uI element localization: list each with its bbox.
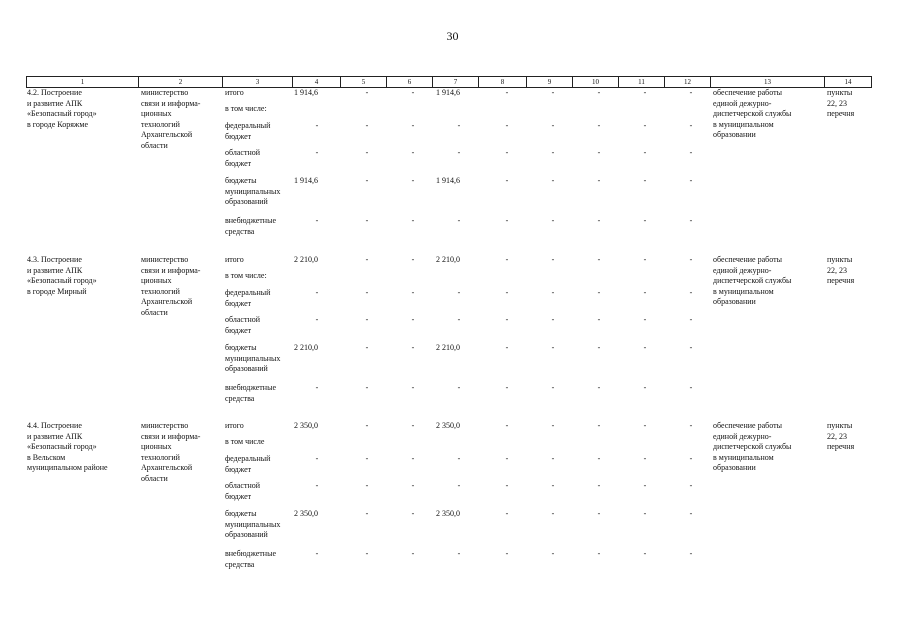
funding-source-label: федеральный бюджет <box>225 454 271 474</box>
measure-executor: министерство связи и информа- ционных технологий Архангельской области <box>141 88 201 150</box>
dash-col-11: - <box>643 549 647 558</box>
dash-col-11: - <box>643 315 647 324</box>
dash-col-12: - <box>689 88 693 97</box>
dash-col-9: - <box>551 176 555 185</box>
dash-col-6: - <box>411 421 415 430</box>
dash-col-7: - <box>457 315 461 324</box>
dash-col-8: - <box>505 88 509 97</box>
dash-col-8: - <box>505 454 509 463</box>
measure-name: 4.3. Построение и развитие АПК «Безопасный город» в городе Мирный <box>27 255 97 296</box>
dash-col-9: - <box>551 549 555 558</box>
dash-col-5: - <box>365 383 369 392</box>
dash-col-4: - <box>315 216 319 225</box>
dash-col-6: - <box>411 288 415 297</box>
dash-col-11: - <box>643 148 647 157</box>
dash-col-5: - <box>365 121 369 130</box>
dash-col-5: - <box>365 88 369 97</box>
dash-col-10: - <box>597 176 601 185</box>
dash-col-9: - <box>551 315 555 324</box>
dash-col-6: - <box>411 509 415 518</box>
dash-col-11: - <box>643 383 647 392</box>
column-header-8: 8 <box>479 77 527 87</box>
dash-col-8: - <box>505 383 509 392</box>
dash-col-8: - <box>505 549 509 558</box>
dash-col-7: - <box>457 383 461 392</box>
dash-col-6: - <box>411 176 415 185</box>
dash-col-11: - <box>643 343 647 352</box>
dash-col-6: - <box>411 121 415 130</box>
dash-col-5: - <box>365 288 369 297</box>
dash-col-11: - <box>643 509 647 518</box>
dash-col-6: - <box>411 148 415 157</box>
dash-col-7: - <box>457 121 461 130</box>
funding-source-label: в том числе: <box>225 271 267 280</box>
dash-col-12: - <box>689 481 693 490</box>
dash-col-5: - <box>365 343 369 352</box>
value-col-4: 2 210,0 <box>294 255 318 264</box>
funding-source-label: внебюджетные средства <box>225 383 276 403</box>
dash-col-10: - <box>597 121 601 130</box>
value-col-4: 1 914,6 <box>294 176 318 185</box>
measure-result: обеспечение работы единой дежурно- диспетчерской службы в муниципальном образовании <box>713 255 792 306</box>
dash-col-8: - <box>505 176 509 185</box>
column-header-9: 9 <box>527 77 573 87</box>
dash-col-5: - <box>365 148 369 157</box>
dash-col-5: - <box>365 509 369 518</box>
dash-col-7: - <box>457 481 461 490</box>
dash-col-12: - <box>689 454 693 463</box>
measure-points: пункты 22, 23 перечня <box>827 255 855 285</box>
measure-points: пункты 22, 23 перечня <box>827 88 855 118</box>
dash-col-9: - <box>551 288 555 297</box>
dash-col-4: - <box>315 383 319 392</box>
value-col-7: 2 210,0 <box>436 255 460 264</box>
dash-col-12: - <box>689 343 693 352</box>
column-header-5: 5 <box>341 77 387 87</box>
dash-col-12: - <box>689 549 693 558</box>
dash-col-8: - <box>505 255 509 264</box>
funding-source-label: итого <box>225 421 244 430</box>
funding-source-label: областной бюджет <box>225 481 261 501</box>
dash-col-10: - <box>597 216 601 225</box>
dash-col-11: - <box>643 176 647 185</box>
dash-col-5: - <box>365 176 369 185</box>
dash-col-9: - <box>551 121 555 130</box>
dash-col-8: - <box>505 121 509 130</box>
dash-col-10: - <box>597 148 601 157</box>
funding-source-label: федеральный бюджет <box>225 288 271 308</box>
dash-col-10: - <box>597 383 601 392</box>
dash-col-10: - <box>597 343 601 352</box>
dash-col-11: - <box>643 255 647 264</box>
funding-source-label: итого <box>225 88 244 97</box>
dash-col-6: - <box>411 549 415 558</box>
page-number: 30 <box>446 29 459 43</box>
funding-source-label: областной бюджет <box>225 148 261 168</box>
dash-col-7: - <box>457 148 461 157</box>
dash-col-7: - <box>457 216 461 225</box>
dash-col-4: - <box>315 121 319 130</box>
dash-col-6: - <box>411 255 415 264</box>
dash-col-10: - <box>597 454 601 463</box>
column-header-14: 14 <box>844 78 852 86</box>
dash-col-8: - <box>505 509 509 518</box>
dash-col-8: - <box>505 343 509 352</box>
dash-col-6: - <box>411 383 415 392</box>
value-col-7: 1 914,6 <box>436 88 460 97</box>
dash-col-5: - <box>365 255 369 264</box>
dash-col-6: - <box>411 88 415 97</box>
dash-col-4: - <box>315 549 319 558</box>
dash-col-12: - <box>689 216 693 225</box>
measure-executor: министерство связи и информа- ционных технологий Архангельской области <box>141 421 201 483</box>
dash-col-9: - <box>551 216 555 225</box>
dash-col-4: - <box>315 315 319 324</box>
dash-col-5: - <box>365 481 369 490</box>
dash-col-10: - <box>597 255 601 264</box>
dash-col-7: - <box>457 549 461 558</box>
dash-col-12: - <box>689 315 693 324</box>
funding-source-label: в том числе: <box>225 104 267 113</box>
measure-result: обеспечение работы единой дежурно- диспетчерской службы в муниципальном образовании <box>713 88 792 139</box>
column-header-4: 4 <box>293 77 341 87</box>
dash-col-11: - <box>643 481 647 490</box>
column-header-12: 12 <box>665 77 711 87</box>
value-col-7: 1 914,6 <box>436 176 460 185</box>
dash-col-11: - <box>643 121 647 130</box>
dash-col-11: - <box>643 288 647 297</box>
value-col-7: 2 210,0 <box>436 343 460 352</box>
dash-col-8: - <box>505 148 509 157</box>
dash-col-10: - <box>597 315 601 324</box>
dash-col-12: - <box>689 383 693 392</box>
dash-col-4: - <box>315 454 319 463</box>
dash-col-6: - <box>411 315 415 324</box>
value-col-4: 2 210,0 <box>294 343 318 352</box>
dash-col-8: - <box>505 216 509 225</box>
dash-col-12: - <box>689 121 693 130</box>
dash-col-9: - <box>551 148 555 157</box>
dash-col-9: - <box>551 421 555 430</box>
dash-col-4: - <box>315 148 319 157</box>
dash-col-8: - <box>505 315 509 324</box>
value-col-4: 1 914,6 <box>294 88 318 97</box>
dash-col-7: - <box>457 454 461 463</box>
column-header-13: 13 <box>711 77 825 87</box>
funding-source-label: бюджеты муниципальных образований <box>225 176 281 206</box>
measure-result: обеспечение работы единой дежурно- диспетчерской службы в муниципальном образовании <box>713 421 792 472</box>
funding-source-label: федеральный бюджет <box>225 121 271 141</box>
dash-col-11: - <box>643 88 647 97</box>
dash-col-12: - <box>689 421 693 430</box>
funding-source-label: областной бюджет <box>225 315 261 335</box>
dash-col-5: - <box>365 315 369 324</box>
value-col-4: 2 350,0 <box>294 509 318 518</box>
dash-col-6: - <box>411 343 415 352</box>
column-header-11: 11 <box>619 77 665 87</box>
dash-col-10: - <box>597 421 601 430</box>
dash-col-5: - <box>365 549 369 558</box>
table-header <box>26 76 872 88</box>
dash-col-6: - <box>411 216 415 225</box>
value-col-4: 2 350,0 <box>294 421 318 430</box>
value-col-7: 2 350,0 <box>436 509 460 518</box>
column-header-7: 7 <box>433 77 479 87</box>
measure-points: пункты 22, 23 перечня <box>827 421 855 451</box>
funding-source-label: в том числе <box>225 437 265 446</box>
dash-col-9: - <box>551 383 555 392</box>
dash-col-5: - <box>365 216 369 225</box>
dash-col-10: - <box>597 509 601 518</box>
dash-col-5: - <box>365 454 369 463</box>
dash-col-11: - <box>643 216 647 225</box>
funding-source-label: итого <box>225 255 244 264</box>
dash-col-4: - <box>315 288 319 297</box>
dash-col-9: - <box>551 454 555 463</box>
dash-col-8: - <box>505 288 509 297</box>
dash-col-11: - <box>643 421 647 430</box>
dash-col-12: - <box>689 509 693 518</box>
dash-col-12: - <box>689 288 693 297</box>
funding-source-label: внебюджетные средства <box>225 216 276 236</box>
measure-name: 4.4. Построение и развитие АПК «Безопасный город» в Вельском муниципальном районе <box>27 421 108 472</box>
funding-source-label: внебюджетные средства <box>225 549 276 569</box>
column-header-1: 1 <box>27 77 139 87</box>
dash-col-10: - <box>597 481 601 490</box>
funding-source-label: бюджеты муниципальных образований <box>225 509 281 539</box>
dash-col-7: - <box>457 288 461 297</box>
dash-col-10: - <box>597 549 601 558</box>
column-header-3: 3 <box>223 77 293 87</box>
dash-col-9: - <box>551 255 555 264</box>
dash-col-6: - <box>411 481 415 490</box>
dash-col-4: - <box>315 481 319 490</box>
value-col-7: 2 350,0 <box>436 421 460 430</box>
dash-col-6: - <box>411 454 415 463</box>
column-header-6: 6 <box>387 77 433 87</box>
dash-col-9: - <box>551 481 555 490</box>
dash-col-12: - <box>689 176 693 185</box>
dash-col-10: - <box>597 288 601 297</box>
measure-name: 4.2. Построение и развитие АПК «Безопасный город» в городе Коряжме <box>27 88 97 129</box>
dash-col-11: - <box>643 454 647 463</box>
column-header-10: 10 <box>573 77 619 87</box>
dash-col-8: - <box>505 421 509 430</box>
measure-executor: министерство связи и информа- ционных технологий Архангельской области <box>141 255 201 317</box>
dash-col-12: - <box>689 255 693 264</box>
dash-col-10: - <box>597 88 601 97</box>
dash-col-12: - <box>689 148 693 157</box>
dash-col-8: - <box>505 481 509 490</box>
funding-source-label: бюджеты муниципальных образований <box>225 343 281 373</box>
dash-col-9: - <box>551 509 555 518</box>
column-header-2: 2 <box>139 77 223 87</box>
dash-col-9: - <box>551 88 555 97</box>
dash-col-5: - <box>365 421 369 430</box>
dash-col-9: - <box>551 343 555 352</box>
